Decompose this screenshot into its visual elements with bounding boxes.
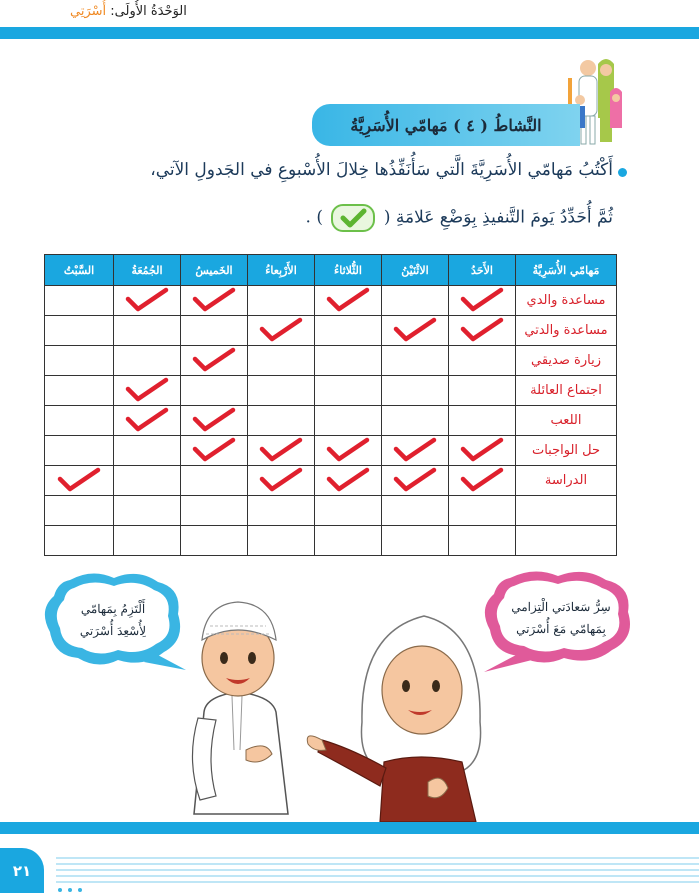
table-body — [45, 286, 617, 556]
day-cell — [181, 376, 248, 406]
unit-title: أُسْرَتِي — [70, 4, 107, 19]
day-cell — [449, 496, 516, 526]
day-cell — [248, 406, 315, 436]
day-cell — [449, 286, 516, 316]
girl-illustration — [300, 612, 500, 822]
day-cell — [382, 346, 449, 376]
day-cell — [248, 346, 315, 376]
header-day-2: الاثْنَيْنُ — [382, 255, 449, 286]
day-cell — [315, 406, 382, 436]
task-cell: مساعدة والدتي — [516, 316, 617, 346]
day-cell — [114, 316, 181, 346]
header-day-7: السَّبْتُ — [45, 255, 114, 286]
day-cell — [248, 436, 315, 466]
check-mark-icon — [323, 466, 373, 496]
check-mark-icon — [122, 286, 172, 316]
day-cell — [382, 406, 449, 436]
check-mark-icon — [331, 204, 375, 232]
day-cell — [449, 466, 516, 496]
day-cell — [449, 316, 516, 346]
tasks-table — [44, 254, 617, 556]
check-mark-icon — [390, 436, 440, 466]
table-row — [45, 406, 617, 436]
unit-header — [70, 4, 187, 19]
header-day-4: الأَرْبِعاءُ — [248, 255, 315, 286]
decorative-lines — [56, 852, 699, 893]
day-cell — [449, 346, 516, 376]
day-cell — [45, 376, 114, 406]
day-cell — [114, 496, 181, 526]
day-cell — [315, 286, 382, 316]
boy-bubble-line-2: لِأُسْعِدَ أُسْرَتي — [79, 624, 147, 638]
check-mark-icon — [457, 316, 507, 346]
boy-illustration — [176, 600, 306, 820]
instruction-line-2-start: ثُمَّ أُحَدِّدُ يَومَ التَّنفيذِ بِوَضْعِ عَلامَةِ ( — [383, 207, 613, 228]
day-cell — [181, 466, 248, 496]
day-cell — [45, 286, 114, 316]
day-cell — [449, 406, 516, 436]
day-cell — [114, 346, 181, 376]
task-cell: اجتماع العائلة — [516, 376, 617, 406]
task-cell — [516, 526, 617, 556]
day-cell — [45, 466, 114, 496]
day-cell — [382, 496, 449, 526]
check-mark-icon — [122, 376, 172, 406]
header-day-6: الجُمُعَةُ — [114, 255, 181, 286]
day-cell — [382, 526, 449, 556]
day-cell — [449, 436, 516, 466]
table-row — [45, 436, 617, 466]
table-row — [45, 376, 617, 406]
day-cell — [449, 526, 516, 556]
table-row — [45, 526, 617, 556]
check-mark-icon — [122, 406, 172, 436]
task-cell: اللعب — [516, 406, 617, 436]
day-cell — [181, 316, 248, 346]
activity-title: النَّشاطُ ( ٤ ) مَهامّي الأُسَرِيَّةُ — [350, 115, 542, 135]
day-cell — [248, 466, 315, 496]
table-row — [45, 466, 617, 496]
check-mark-icon — [256, 436, 306, 466]
task-cell: حل الواجبات — [516, 436, 617, 466]
header-day-1: الأَحَدُ — [449, 255, 516, 286]
table-row — [45, 346, 617, 376]
check-mark-icon — [256, 466, 306, 496]
header-day-3: الثُّلاثاءُ — [315, 255, 382, 286]
day-cell — [382, 436, 449, 466]
day-cell — [315, 496, 382, 526]
header-day-5: الخَميسُ — [181, 255, 248, 286]
day-cell — [45, 406, 114, 436]
day-cell — [315, 436, 382, 466]
instruction-line-1: أَكْتُبُ مَهامّي الأُسَرِيَّةَ الَّتي سَأُنَفِّذُها خِلالَ الأُسْبوعِ في الجَدولِ الآتي، — [150, 160, 613, 180]
boy-bubble-line-1: أَلْتَزِمُ بِمَهامّي — [80, 602, 146, 616]
unit-label: الوَحْدَةُ الأُولَى: — [110, 4, 187, 19]
day-cell — [248, 496, 315, 526]
check-mark-icon — [323, 286, 373, 316]
girl-bubble-line-1: سِرُّ سَعادَتي الْتِزامي — [511, 600, 611, 614]
task-cell: زيارة صديقي — [516, 346, 617, 376]
table-header-row — [45, 255, 617, 286]
header-tasks: مَهامّي الأُسَرِيَّةُ — [516, 255, 617, 286]
task-cell: الدراسة — [516, 466, 617, 496]
day-cell — [45, 526, 114, 556]
day-cell — [248, 526, 315, 556]
day-cell — [181, 436, 248, 466]
day-cell — [45, 436, 114, 466]
table-row — [45, 496, 617, 526]
day-cell — [315, 346, 382, 376]
day-cell — [382, 376, 449, 406]
check-mark-icon — [457, 286, 507, 316]
table-row — [45, 316, 617, 346]
top-bar — [0, 27, 699, 39]
bullet-dot — [618, 168, 627, 177]
day-cell — [248, 376, 315, 406]
task-cell: مساعدة والدي — [516, 286, 617, 316]
task-cell — [516, 496, 617, 526]
day-cell — [449, 376, 516, 406]
check-mark-icon — [189, 346, 239, 376]
day-cell — [181, 406, 248, 436]
day-cell — [114, 526, 181, 556]
activity-banner — [312, 104, 580, 146]
instruction-line-2 — [306, 204, 613, 232]
day-cell — [382, 286, 449, 316]
day-cell — [315, 466, 382, 496]
check-mark-icon — [457, 436, 507, 466]
day-cell — [248, 316, 315, 346]
day-cell — [181, 346, 248, 376]
day-cell — [45, 346, 114, 376]
day-cell — [114, 436, 181, 466]
day-cell — [248, 286, 315, 316]
day-cell — [45, 316, 114, 346]
day-cell — [315, 526, 382, 556]
day-cell — [114, 406, 181, 436]
check-mark-icon — [390, 316, 440, 346]
day-cell — [114, 376, 181, 406]
instruction-line-2-end: ) . — [305, 207, 323, 228]
day-cell — [114, 286, 181, 316]
bottom-bar — [0, 822, 699, 834]
day-cell — [181, 286, 248, 316]
day-cell — [114, 466, 181, 496]
check-mark-icon — [189, 436, 239, 466]
day-cell — [315, 376, 382, 406]
day-cell — [181, 526, 248, 556]
check-mark-icon — [390, 466, 440, 496]
check-mark-icon — [189, 286, 239, 316]
day-cell — [45, 496, 114, 526]
check-mark-icon — [457, 466, 507, 496]
boy-bubble-text — [58, 598, 168, 642]
girl-bubble-text — [500, 596, 622, 640]
day-cell — [315, 316, 382, 346]
day-cell — [181, 496, 248, 526]
check-mark-icon — [256, 316, 306, 346]
check-mark-icon — [54, 466, 104, 496]
girl-bubble-line-2: بِمَهامّي مَعَ أُسْرَتي — [516, 622, 606, 636]
day-cell — [382, 466, 449, 496]
page-number: ٢١ — [0, 848, 44, 893]
table-row — [45, 286, 617, 316]
day-cell — [382, 316, 449, 346]
check-mark-icon — [323, 436, 373, 466]
check-mark-icon — [189, 406, 239, 436]
